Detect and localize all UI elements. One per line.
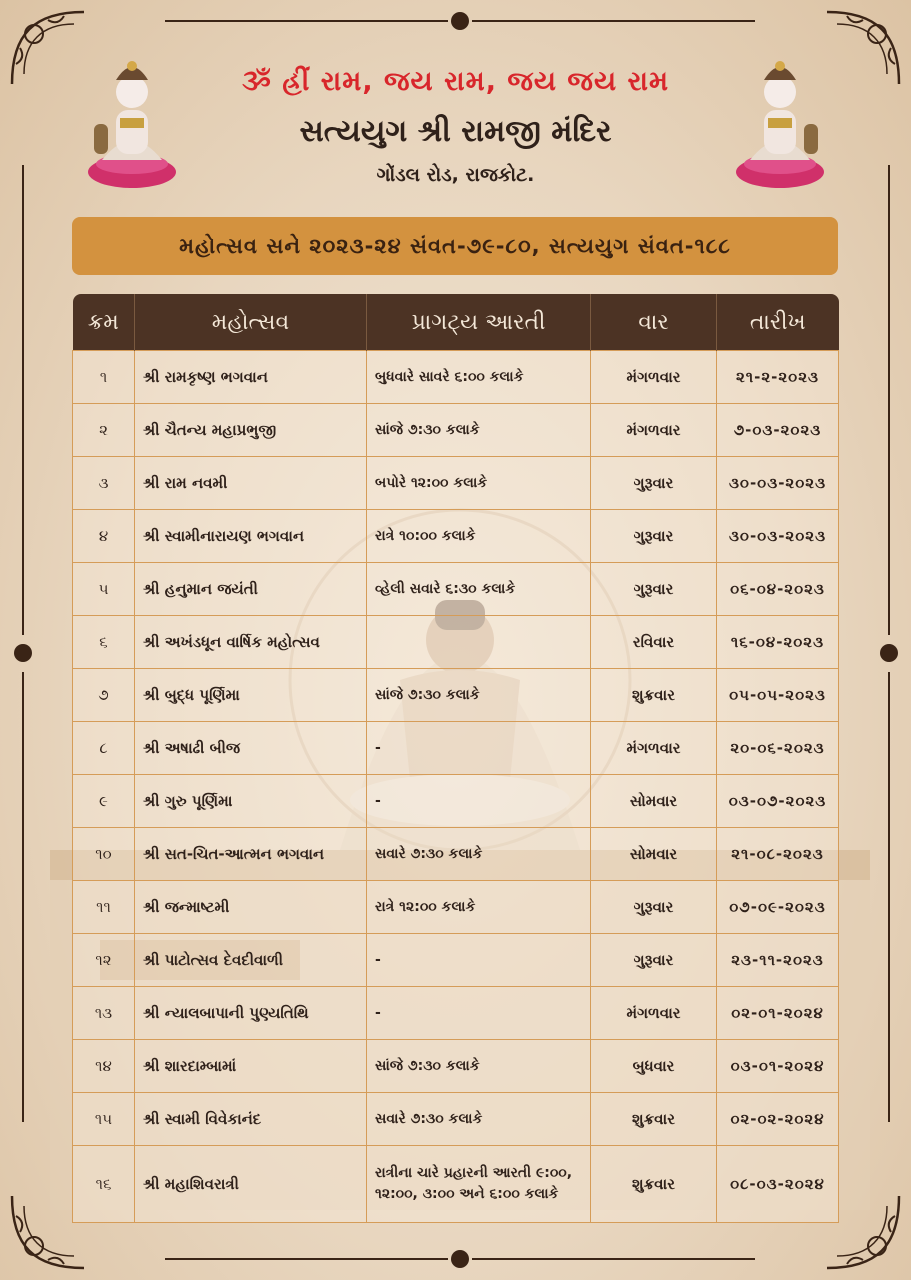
cell-serial: ૬	[73, 616, 135, 669]
cell-day: સોમવાર	[591, 828, 717, 881]
cell-festival: શ્રી અષાઢી બીજ	[135, 722, 367, 775]
cell-serial: ૧૦	[73, 828, 135, 881]
cell-festival: શ્રી રામ નવમી	[135, 457, 367, 510]
cell-day: મંગળવાર	[591, 404, 717, 457]
cell-serial: ૧૨	[73, 934, 135, 987]
table-row	[73, 669, 839, 722]
cell-date: ૧૬-૦૪-૨૦૨૩	[717, 616, 839, 669]
cell-aarti: સાંજે ૭:૩૦ કલાકે	[367, 404, 591, 457]
table-row	[73, 563, 839, 616]
cell-serial: ૧૫	[73, 1093, 135, 1146]
table-row	[73, 1093, 839, 1146]
bottom-border-left	[165, 1258, 448, 1260]
cell-serial: ૧૪	[73, 1040, 135, 1093]
table-row	[73, 1146, 839, 1223]
cell-day: બુધવાર	[591, 1040, 717, 1093]
cell-serial: ૧૬	[73, 1146, 135, 1223]
temple-address: ગોંડલ રોડ, રાજકોટ.	[376, 164, 535, 186]
cell-serial: ૪	[73, 510, 135, 563]
table-row	[73, 1040, 839, 1093]
cell-festival: શ્રી સ્વામી વિવેકાનંદ	[135, 1093, 367, 1146]
cell-date: ૭-૦૩-૨૦૨૩	[717, 404, 839, 457]
cell-day: ગુરૂવાર	[591, 934, 717, 987]
cell-date: ૦૨-૦૧-૨૦૨૪	[717, 987, 839, 1040]
table-row	[73, 510, 839, 563]
mantra-heading: ૐ હ્રીં રામ, જય રામ, જય જય રામ	[241, 66, 670, 97]
table-row	[73, 775, 839, 828]
cell-date: ૦૩-૦૭-૨૦૨૩	[717, 775, 839, 828]
cell-festival: શ્રી ગુરુ પૂર્ણિમા	[135, 775, 367, 828]
cell-day: મંગળવાર	[591, 987, 717, 1040]
cell-date: ૦૬-૦૪-૨૦૨૩	[717, 563, 839, 616]
cell-festival: શ્રી સ્વામીનારાયણ ભગવાન	[135, 510, 367, 563]
cell-day: ગુરૂવાર	[591, 563, 717, 616]
cell-aarti: -	[367, 775, 591, 828]
cell-date: ૨૦-૦૬-૨૦૨૩	[717, 722, 839, 775]
cell-aarti: સાંજે ૭:૩૦ કલાકે	[367, 1040, 591, 1093]
cell-date: ૨૩-૧૧-૨૦૨૩	[717, 934, 839, 987]
table-row	[73, 934, 839, 987]
cell-serial: ૭	[73, 669, 135, 722]
column-header-aarti: પ્રાગટ્ય આરતી	[367, 294, 591, 351]
table-row	[73, 828, 839, 881]
cell-date: ૨૧-૦૮-૨૦૨૩	[717, 828, 839, 881]
festival-year-banner: મહોત્સવ સને ૨૦૨૩-૨૪ સંવત-૭૯-૮૦, સત્યયુગ સંવત-૧૮૮	[72, 217, 838, 275]
left-border-dot	[14, 644, 32, 662]
cell-date: ૦૫-૦૫-૨૦૨૩	[717, 669, 839, 722]
cell-serial: ૩	[73, 457, 135, 510]
table-row	[73, 616, 839, 669]
cell-day: મંગળવાર	[591, 722, 717, 775]
cell-serial: ૯	[73, 775, 135, 828]
left-border-top	[22, 165, 24, 635]
cell-festival: શ્રી સત-ચિત-આત્મન ભગવાન	[135, 828, 367, 881]
cell-date: ૦૮-૦૩-૨૦૨૪	[717, 1146, 839, 1223]
cell-day: મંગળવાર	[591, 351, 717, 404]
cell-date: ૦૭-૦૯-૨૦૨૩	[717, 881, 839, 934]
cell-festival: શ્રી ન્યાલબાપાની પુણ્યતિથિ	[135, 987, 367, 1040]
top-border-dot	[451, 12, 469, 30]
cell-festival: શ્રી અખંડધૂન વાર્ષિક મહોત્સવ	[135, 616, 367, 669]
column-header-festival: મહોત્સવ	[135, 294, 367, 351]
temple-name: સત્યયુગ શ્રી રામજી મંદિર	[299, 114, 612, 149]
left-border-bottom	[22, 672, 24, 1122]
cell-festival: શ્રી જન્માષ્ટમી	[135, 881, 367, 934]
cell-aarti: વ્હેલી સવારે ૬:૩૦ કલાકે	[367, 563, 591, 616]
cell-festival: શ્રી શારદામ્બામાં	[135, 1040, 367, 1093]
table-row	[73, 987, 839, 1040]
cell-day: ગુરૂવાર	[591, 510, 717, 563]
cell-serial: ૧	[73, 351, 135, 404]
bottom-border-right	[472, 1258, 755, 1260]
cell-aarti: બુધવારે સાવરે ૬:૦૦ કલાકે	[367, 351, 591, 404]
cell-aarti	[367, 616, 591, 669]
cell-date: ૦૩-૦૧-૨૦૨૪	[717, 1040, 839, 1093]
cell-aarti: -	[367, 934, 591, 987]
cell-day: ગુરૂવાર	[591, 457, 717, 510]
cell-day: શુક્રવાર	[591, 1093, 717, 1146]
cell-festival: શ્રી ચૈતન્ય મહાપ્રભુજી	[135, 404, 367, 457]
cell-day: સોમવાર	[591, 775, 717, 828]
cell-serial: ૫	[73, 563, 135, 616]
cell-date: ૩૦-૦૩-૨૦૨૩	[717, 457, 839, 510]
table-row	[73, 351, 839, 404]
cell-date: ૨૧-૨-૨૦૨૩	[717, 351, 839, 404]
cell-aarti: બપોરે ૧૨:૦૦ કલાકે	[367, 457, 591, 510]
cell-day: રવિવાર	[591, 616, 717, 669]
cell-aarti: સાંજે ૭:૩૦ કલાકે	[367, 669, 591, 722]
cell-aarti: સવારે ૭:૩૦ કલાકે	[367, 1093, 591, 1146]
cell-day: શુક્રવાર	[591, 1146, 717, 1223]
cell-aarti: રાત્રે ૧૨:૦૦ કલાકે	[367, 881, 591, 934]
table-row	[73, 722, 839, 775]
cell-aarti: સવારે ૭:૩૦ કલાકે	[367, 828, 591, 881]
bottom-border-dot	[451, 1250, 469, 1268]
cell-date: ૩૦-૦૩-૨૦૨૩	[717, 510, 839, 563]
table-row	[73, 457, 839, 510]
cell-festival: શ્રી બુદ્ધ પૂર્ણિમા	[135, 669, 367, 722]
cell-aarti: રાત્રે ૧૦:૦૦ કલાકે	[367, 510, 591, 563]
cell-aarti: -	[367, 987, 591, 1040]
table-row	[73, 404, 839, 457]
cell-day: ગુરૂવાર	[591, 881, 717, 934]
cell-festival: શ્રી હનુમાન જયંતી	[135, 563, 367, 616]
cell-festival: શ્રી પાટોત્સવ દેવદીવાળી	[135, 934, 367, 987]
column-header-day: વાર	[591, 294, 717, 351]
cell-aarti: -	[367, 722, 591, 775]
table-header-row	[73, 294, 839, 351]
cell-date: ૦૨-૦૨-૨૦૨૪	[717, 1093, 839, 1146]
cell-serial: ૧૩	[73, 987, 135, 1040]
table-row	[73, 881, 839, 934]
cell-serial: ૮	[73, 722, 135, 775]
cell-festival: શ્રી રામકૃષ્ણ ભગવાન	[135, 351, 367, 404]
cell-serial: ૨	[73, 404, 135, 457]
festival-table	[72, 294, 839, 1223]
cell-day: શુક્રવાર	[591, 669, 717, 722]
top-border-left	[165, 20, 448, 22]
cell-aarti: રાત્રીના ચારે પ્રહારની આરતી ૯:૦૦, ૧૨:૦૦, ૩:૦૦ અને ૬:૦૦ કલાકે	[367, 1146, 591, 1223]
column-header-serial: ક્રમ	[73, 294, 135, 351]
column-header-date: તારીખ	[717, 294, 839, 351]
cell-serial: ૧૧	[73, 881, 135, 934]
top-border-right	[472, 20, 755, 22]
cell-festival: શ્રી મહાશિવરાત્રી	[135, 1146, 367, 1223]
